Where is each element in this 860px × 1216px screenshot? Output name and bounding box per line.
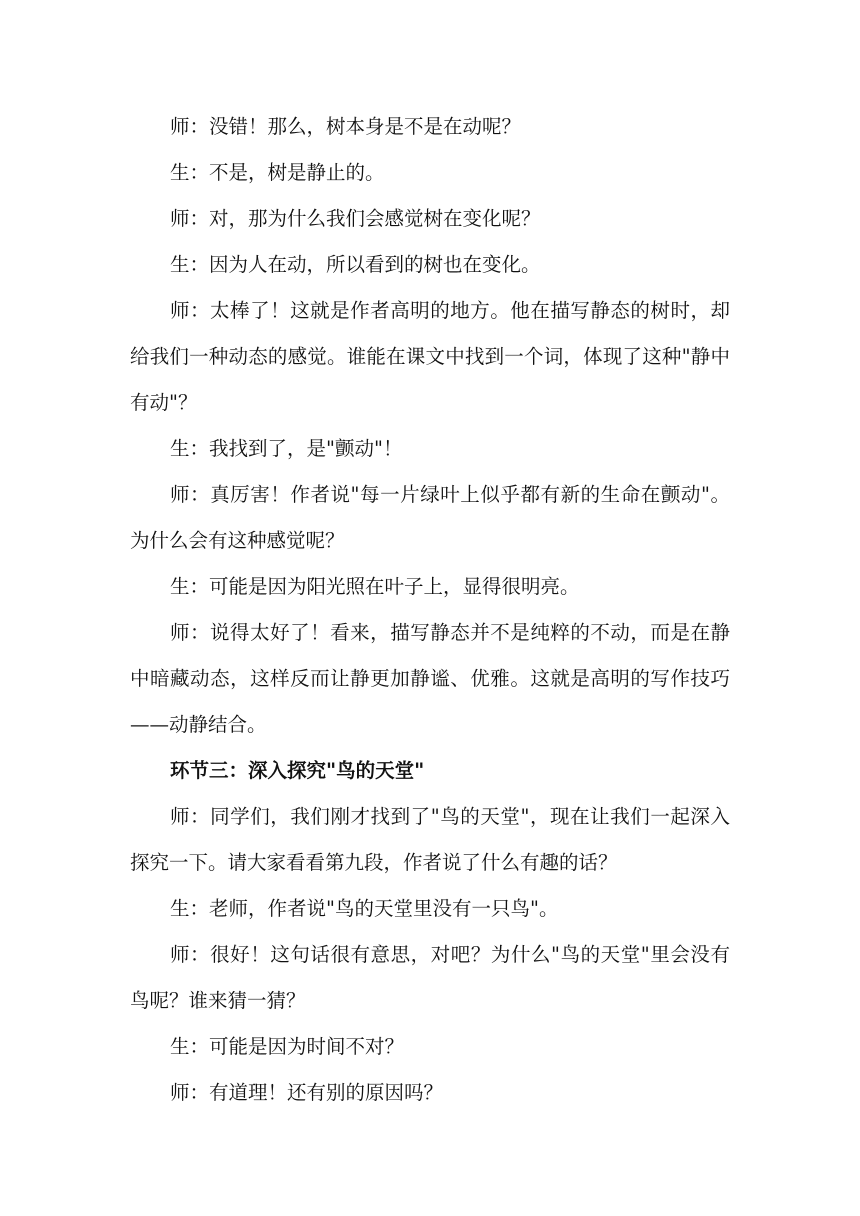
dialogue-teacher: 师：对，那为什么我们会感觉树在变化呢？ (170, 207, 541, 230)
dialogue-teacher: 师：没错！那么，树本身是不是在动呢？ (170, 115, 522, 138)
dialogue-student: 生：因为人在动，所以看到的树也在变化。 (170, 253, 541, 276)
dialogue-teacher: 师：说得太好了！看来，描写静态并不是纯粹的不动，而是在静中暗藏动态，这样反而让静更加静谧、优雅。这就是高明的写作技巧——动静结合。 (130, 621, 730, 736)
dialogue-teacher: 师：很好！这句话很有意思，对吧？为什么"鸟的天堂"里会没有鸟呢？谁来猜一猜？ (130, 943, 730, 1012)
dialogue-teacher: 师：有道理！还有别的原因吗？ (170, 1081, 444, 1104)
section-heading: 环节三：深入探究"鸟的天堂" (170, 759, 425, 782)
dialogue-student: 生：我找到了，是"颤动"！ (170, 437, 403, 460)
dialogue-teacher: 师：太棒了！这就是作者高明的地方。他在描写静态的树时，却给我们一种动态的感觉。谁能在课文中找到一个词，体现了这种"静中有动"？ (130, 299, 730, 414)
dialogue-student: 生：可能是因为阳光照在叶子上，显得很明亮。 (170, 575, 580, 598)
document-page (130, 104, 730, 1116)
dialogue-teacher: 师：真厉害！作者说"每一片绿叶上似乎都有新的生命在颤动"。为什么会有这种感觉呢？ (130, 483, 730, 552)
dialogue-student: 生：不是，树是静止的。 (170, 161, 385, 184)
dialogue-student: 生：可能是因为时间不对？ (170, 1035, 405, 1058)
dialogue-student: 生：老师，作者说"鸟的天堂里没有一只鸟"。 (170, 897, 559, 920)
dialogue-teacher: 师：同学们，我们刚才找到了"鸟的天堂"，现在让我们一起深入探究一下。请大家看看第九段，作者说了什么有趣的话？ (130, 805, 730, 874)
